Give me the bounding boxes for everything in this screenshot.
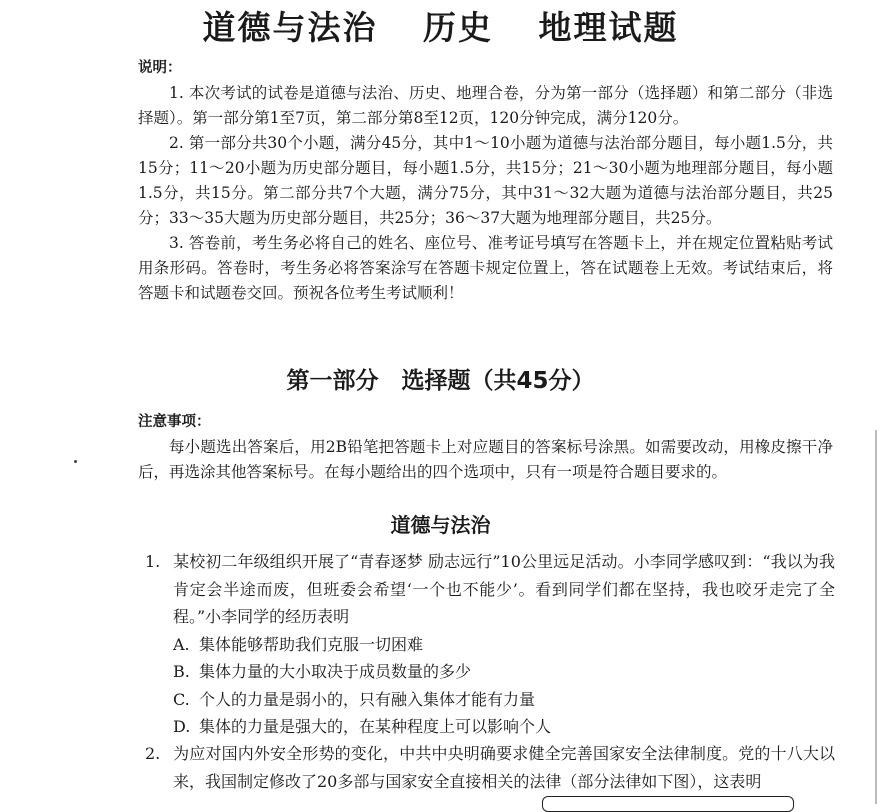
question-text: 为应对国内外安全形势的变化，中共中央明确要求健全完善国家安全法律制度。党的十八大以来，我国制定修改了20多部与国家安全直接相关的法律（部分法律如下图），这表明	[173, 744, 835, 791]
title-subject-1: 道德与法治	[202, 8, 378, 47]
option-d	[145, 713, 835, 741]
title-subject-3: 地理试题	[538, 8, 679, 47]
instruction-paragraph: 3. 答卷前，考生务必将自己的姓名、座位号、准考证号填写在答题卡上，并在规定位置粘贴考试用条形码。答卷时，考生务必将答案涂写在答题卡规定位置上，答在试题卷上无效。考试结束后，将答题卡和试题卷交回。预祝各位考生考试顺利！	[138, 234, 833, 302]
option-text: 集体的力量是强大的，在某种程度上可以影响个人	[199, 717, 552, 736]
notice-text: 每小题选出答案后，用2B铅笔把答题卡上对应题目的答案标号涂黑。如需要改动，用橡皮擦干净后，再选涂其他答案标号。在每小题给出的四个选项中，只有一项是符合题目要求的。	[138, 438, 833, 481]
option-letter: C.	[173, 689, 190, 709]
notice-label: 注意事项：	[138, 414, 211, 430]
option-letter: D.	[173, 717, 191, 736]
option-a	[145, 631, 835, 659]
option-text: 集体力量的大小取决于成员数量的多少	[199, 662, 472, 681]
notice-section	[138, 410, 833, 485]
instruction-paragraph: 1. 本次考试的试卷是道德与法治、历史、地理合卷，分为第一部分（选择题）和第二部分（非选择题）。第一部分第1至7页，第二部分第8至12页，120分钟完成，满分120分。	[138, 84, 833, 127]
exam-title	[0, 2, 881, 49]
margin-dot	[74, 460, 77, 463]
instruction-paragraph: 2. 第一部分共30个小题，满分45分，其中1～10小题为道德与法治部分题目，每小题1.5分，共15分；11～20小题为历史部分题目，每小题1.5分，共15分；21～30小题为地理部分题目，每小题1.5分，共15分。第二部分共7个大题，满分75分，其中31～32大题为道德与法治部分题目，共25分；33～35大题为历史部分题目，共25分；36～37大题为地理部分题目，共25分。	[138, 134, 833, 227]
question-number: 1.	[145, 552, 161, 571]
law-figure-box	[542, 796, 794, 812]
question-1	[145, 548, 835, 741]
instructions-label: 说明：	[138, 60, 182, 76]
option-text: 集体能够帮助我们克服一切困难	[199, 634, 424, 654]
option-letter: A.	[173, 634, 190, 654]
question-2	[145, 740, 835, 795]
question-number: 2.	[145, 744, 161, 763]
scan-edge-line	[875, 430, 877, 804]
question-stem	[145, 740, 835, 795]
title-subject-2: 历史	[423, 8, 493, 47]
option-letter: B.	[173, 662, 190, 681]
instructions-section	[138, 56, 833, 306]
part1-heading: 第一部分 选择题（共45分）	[286, 368, 595, 394]
option-b	[145, 658, 835, 686]
subject-heading: 道德与法治	[390, 513, 491, 537]
question-text: 某校初二年级组织开展了“青春逐梦 励志远行”10公里远足活动。小李同学感叹到：“我以为我肯定会半途而废，但班委会希望‘一个也不能少’。看到同学们都在坚持，我也咬牙走完了全程。”小李同学的经历表明	[173, 552, 835, 626]
question-stem	[145, 548, 835, 631]
option-text: 个人的力量是弱小的，只有融入集体才能有力量	[199, 689, 536, 709]
option-c	[145, 686, 835, 714]
